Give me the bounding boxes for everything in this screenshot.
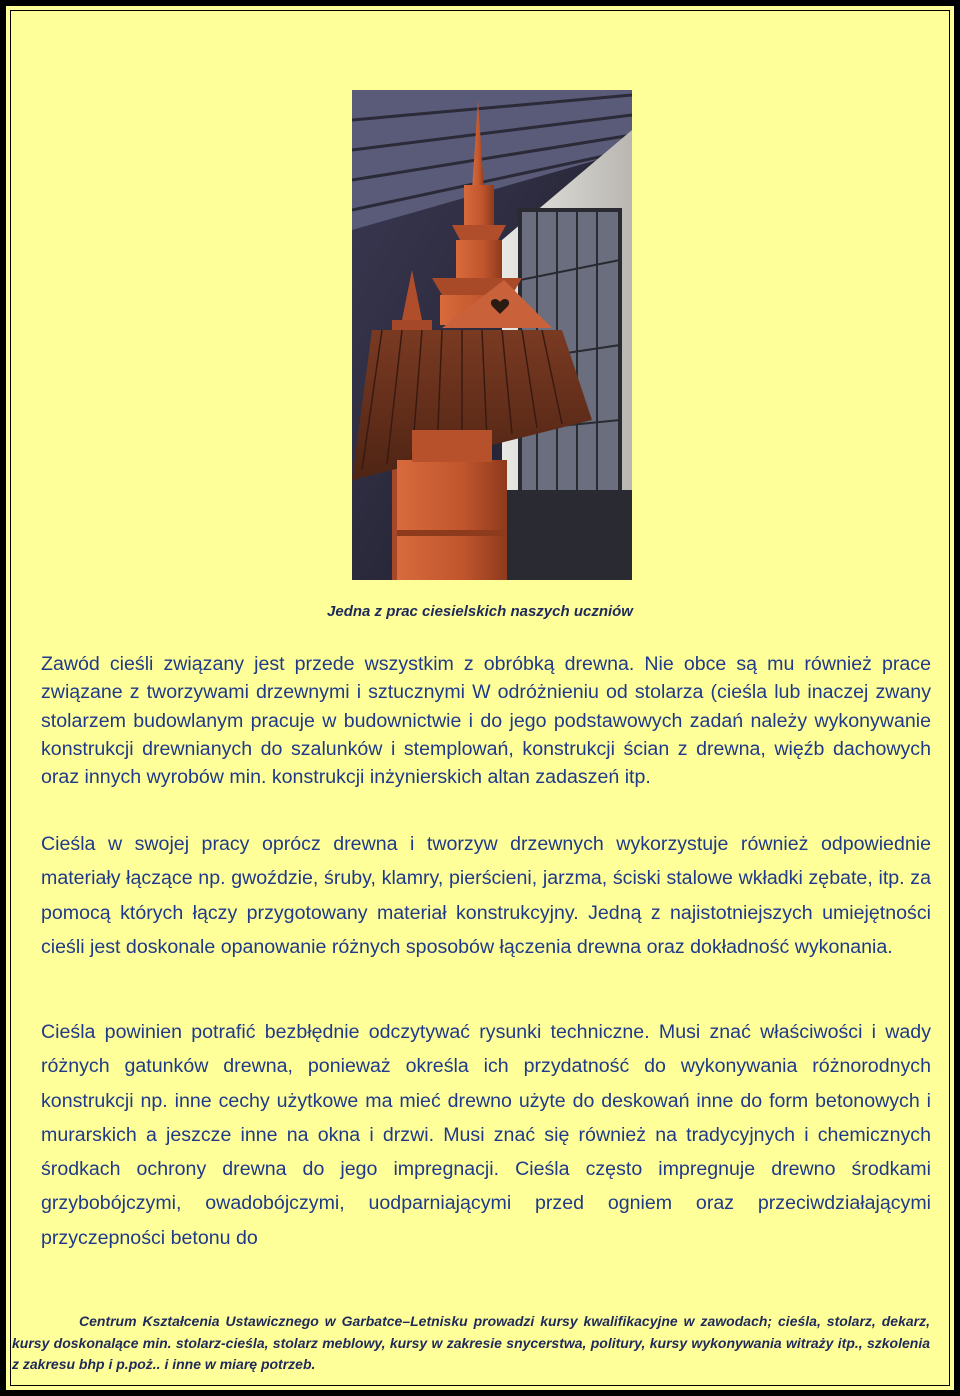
wooden-shrine-photo bbox=[352, 90, 632, 580]
paragraph-1: Zawód cieśli związany jest przede wszystkim z obróbką drewna. Nie obce są mu również prace związane z tworzywami drzewnymi i sztucznymi W odróżnieniu od stolarza (cieśla lub inaczej zwany stolarzem budowlanym pracuje w budownictwie i do jego podstawowych zadań należy wykonywanie konstrukcji drewnianych do szalunków i stemplowań, konstrukcji ścian z drewna, więźb dachowych oraz innych wyrobów min. konstrukcji inżynierskich altan zadaszeń itp. bbox=[41, 653, 931, 789]
photo-caption: Jedna z prac ciesielskich naszych uczniów bbox=[327, 603, 633, 620]
footer-note: Centrum Kształcenia Ustawicznego w Garbatce–Letnisku prowadzi kursy kwalifikacyjne w zawodach; cieśla, stolarz, dekarz, kursy doskonalące min. stolarz-cieśla, stolarz meblowy, kursy w zakresie snycerstwa, politury, kursy wykonywania witraży itp., szkolenia z zakresu bhp i p.poż.. i inne w miarę potrzeb. bbox=[12, 1313, 930, 1372]
paragraph-2: Cieśla w swojej pracy oprócz drewna i tworzyw drzewnych wykorzystuje również odpowiednie materiały łączące np. gwoździe, śruby, klamry, pierścieni, jarzma, ściski stalowe wkładki zębate, itp. za pomocą których łączy przygotowany materiał konstrukcyjny. Jedną z najistotniejszych umiejętności cieśli jest doskonale opanowanie różnych sposobów łączenia drewna oraz dokładność wykonania. bbox=[41, 833, 931, 958]
paragraph-3: Cieśla powinien potrafić bezbłędnie odczytywać rysunki techniczne. Musi znać właściwości i wady różnych gatunków drewna, ponieważ określa ich przydatność do wykonywania różnorodnych konstrukcji np. inne cechy użytkowe ma mieć drewno użyte do deskowań inne do form betonowych i murarskich a jeszcze inne na okna i drzwi. Musi znać się również na tradycyjnych i chemicznych środkach ochrony drewna do jego impregnacji. Cieśla często impregnuje drewno środkami grzybobójczymi, owadobójczymi, uodparniającymi przed ogniem oraz przeciwdziałającymi przyczepności betonu do bbox=[41, 1021, 931, 1249]
